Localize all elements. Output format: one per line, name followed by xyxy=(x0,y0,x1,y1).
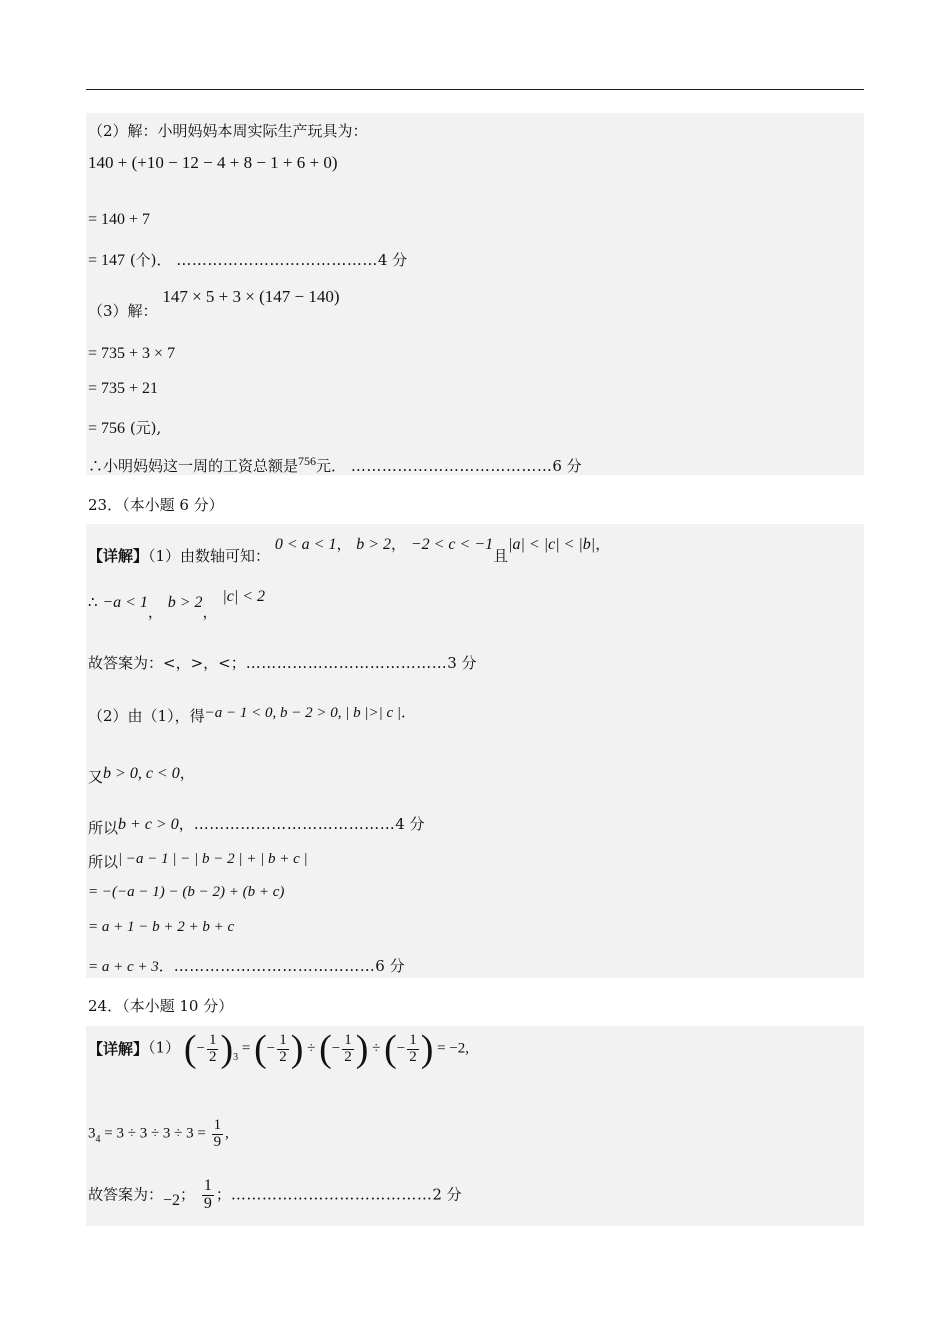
q23-p2-so2: | −a − 1 | − | b − 2 | + | b + c | xyxy=(118,851,308,867)
q22-p2-dots: ………………………………… xyxy=(176,251,378,269)
q23-p2-step2: = a + 1 − b + 2 + b + c xyxy=(88,919,235,935)
q22-p2-heading: （2）解：小明妈妈本周实际生产玩具为： xyxy=(88,122,368,140)
q24-p1-line: 【详解】（1） (− $\frac{1}{2}$ )$_3$ = (− $\frac{1}{2}$ ) ÷ (− $\frac{1}{2}$ ) ÷ (− $\frac{1}{2}$ ) = −2, xyxy=(88,1028,470,1070)
q24-answer-1: −2 xyxy=(163,1192,181,1210)
q23-p1-intro: （1）由数轴可知： xyxy=(148,547,271,565)
q24-answer-label: 故答案为： xyxy=(88,1185,164,1204)
q23-p1-answer: 故答案为：<，>，<； xyxy=(88,654,246,672)
q23-p2-also: b > 0, c < 0 xyxy=(103,765,180,782)
q23-p1-result: ∴ −a < 1， b > 2， |c| < 2 xyxy=(88,588,266,621)
q23-number: 23．（本小题 6 分） xyxy=(88,496,224,514)
q24-number: 24．（本小题 10 分） xyxy=(88,997,234,1015)
q23-p2-step3: = a + c + 3 xyxy=(88,959,159,975)
q24-result1: = −2 xyxy=(437,1040,466,1057)
q24-detail-label: 【详解】 xyxy=(88,1040,149,1059)
q22-p3-step3-line xyxy=(88,417,161,438)
q24-sub3: 3 xyxy=(233,1052,239,1064)
q23-p2-so-label: 所以 xyxy=(88,819,119,837)
q22-p3-step1: = 735 + 3 × 7 xyxy=(88,345,176,362)
q23-p2-score2: 6 分 xyxy=(375,957,405,975)
q22-p2-step1: = 140 + 7 xyxy=(88,211,151,228)
q23-p2-intro: （2）由（1），得 xyxy=(88,707,205,725)
q24-answer-score: 2 分 xyxy=(432,1185,462,1204)
q24-line2-expr: = 3 ÷ 3 ÷ 3 ÷ 3 = xyxy=(104,1125,206,1142)
q23-p2-dots: ………………………………… xyxy=(193,815,396,833)
q22-p3-expr: 147 × 5 + 3 × (147 − 140) xyxy=(162,287,340,306)
q23-p2-step3-line: = a + c + 3．…………………………………6 分 xyxy=(88,957,405,975)
q22-p2-step2-line xyxy=(88,249,407,270)
q24-answer-line: 故答案为：−2； $\frac{1}{9}$ ；…………………………………2 分 xyxy=(88,1177,462,1212)
q23-p1-and: 且 xyxy=(493,547,509,565)
q22-p3-concl-b: 元． xyxy=(316,457,347,475)
q23-p2-so-line: 所以b + c > 0，…………………………………4 分 xyxy=(88,815,425,837)
q23-p1-r1: −a < 1 xyxy=(102,594,148,611)
q22-p3-line xyxy=(88,286,340,320)
q23-p2-step1: = −(−a − 1) − (b − 2) + (b + c) xyxy=(88,884,285,900)
q24-line2: $3_4 = 3 \div 3 \div 3 \div 3$ = $\frac{1}{9}$ , xyxy=(88,1117,229,1150)
q23-p1-score: 3 分 xyxy=(447,654,477,672)
q23-p1-c1: 0 < a < 1 xyxy=(274,536,337,553)
q22-p3-unit: (元), xyxy=(129,419,162,437)
q22-p3-concl-a: ∴小明妈妈这一周的工资总额是 xyxy=(88,457,299,475)
q22-p3-label: （3）解： xyxy=(88,302,158,320)
q23-p1-line: 【详解】（1）由数轴可知： 0 < a < 1， b > 2， −2 < c < −1且|a| < |c| < |b|， xyxy=(88,535,611,565)
q22-p2-unit: (个)． xyxy=(129,251,172,269)
q23-p1-c3: −2 < c < −1 xyxy=(410,536,494,553)
q23-p1-r3: |c| < 2 xyxy=(222,588,266,605)
q22-p3-dots: ………………………………… xyxy=(350,457,553,475)
q22-p3-concl-num: 756 xyxy=(298,454,317,468)
q23-p1-so: ∴ xyxy=(88,593,98,611)
q23-p2-so2-label: 所以 xyxy=(88,853,119,871)
q24-frac-b: $\frac{1}{2}$ xyxy=(279,1031,287,1065)
q24-line2-sub: 4 xyxy=(95,1133,101,1145)
q22-p3-step3: = 756 xyxy=(88,420,126,437)
q23-p1-c2: b > 2 xyxy=(356,536,392,553)
q23-p1-dots: ………………………………… xyxy=(245,654,448,672)
q23-p1-abs: |a| < |c| < |b| xyxy=(508,536,596,553)
q24-line2-frac: $\frac{1}{9}$ xyxy=(213,1117,222,1150)
q24-line2-base: 3 xyxy=(88,1125,96,1142)
q24-frac-a: $\frac{1}{2}$ xyxy=(208,1031,217,1065)
q23-p2-line: （2）由（1），得−a − 1 < 0, b − 2 > 0, | b |>| c |． xyxy=(88,703,416,725)
q23-p2-also-label: 又 xyxy=(88,768,104,786)
q22-p3-step2: = 735 + 21 xyxy=(88,380,159,397)
q23-p1-answer-line xyxy=(88,652,477,673)
q24-p1-label: （1） xyxy=(148,1038,181,1057)
q23-p2-expr: −a − 1 < 0, b − 2 > 0, | b |>| c | xyxy=(204,705,401,721)
q22-p3-conclusion xyxy=(88,455,582,476)
q24-answer-dots: ………………………………… xyxy=(230,1185,433,1204)
q23-p2-dots2: ………………………………… xyxy=(173,957,376,975)
q22-p2-step2: = 147 xyxy=(88,252,126,269)
q22-p2-score: 4 分 xyxy=(377,251,408,269)
q23-p2-also-line: 又b > 0, c < 0， xyxy=(88,764,195,786)
q23-p2-so2-line xyxy=(88,847,308,871)
q22-p3-score: 6 分 xyxy=(552,457,582,475)
q24-answer-2: $\frac{1}{9}$ xyxy=(203,1177,212,1212)
q23-detail-label: 【详解】 xyxy=(88,547,149,565)
q23-p1-r2: b > 2 xyxy=(167,594,203,611)
q24-frac-c: $\frac{1}{2}$ xyxy=(344,1031,352,1065)
header-rule xyxy=(86,89,864,90)
q23-p2-score: 4 分 xyxy=(395,815,425,833)
q22-p2-expr: 140 + (+10 − 12 − 4 + 8 − 1 + 6 + 0) xyxy=(88,153,338,172)
q24-frac-d: $\frac{1}{2}$ xyxy=(409,1031,417,1065)
q23-p2-so: b + c > 0 xyxy=(118,816,179,833)
